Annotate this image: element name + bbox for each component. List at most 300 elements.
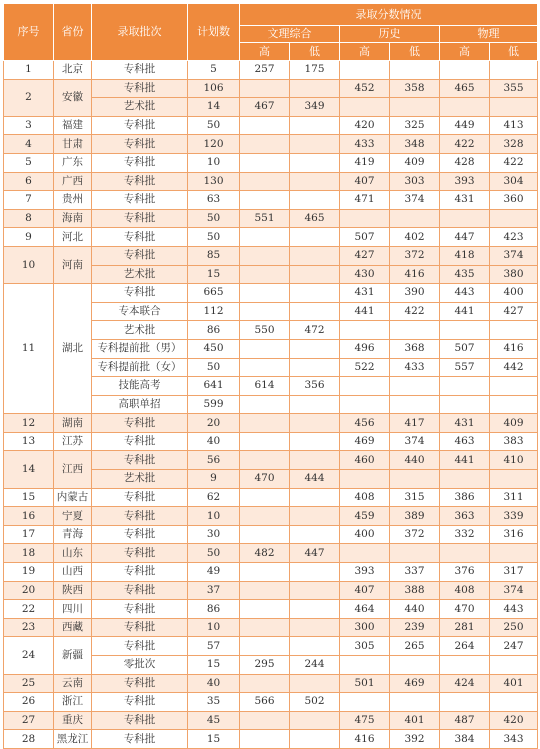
seq-cell: 23 [4, 618, 54, 637]
physics-low-cell: 355 [490, 79, 538, 98]
seq-cell: 14 [4, 451, 54, 488]
history-low-cell: 348 [390, 135, 440, 154]
physics-low-cell: 343 [490, 730, 538, 749]
physics-low-cell: 400 [490, 284, 538, 303]
history-low-cell: 390 [390, 284, 440, 303]
history-low-cell [390, 544, 440, 563]
plan-cell: 85 [188, 246, 240, 265]
header-batch: 录取批次 [92, 4, 188, 61]
physics-high-cell [440, 693, 490, 712]
physics-low-cell: 374 [490, 581, 538, 600]
history-low-cell: 422 [390, 302, 440, 321]
province-cell: 广西 [54, 172, 92, 191]
wenli-low-cell [290, 191, 340, 210]
seq-cell: 8 [4, 209, 54, 228]
batch-cell: 专科批 [92, 451, 188, 470]
batch-cell: 技能高考 [92, 377, 188, 396]
wenli-low-cell [290, 451, 340, 470]
history-low-cell: 325 [390, 116, 440, 135]
batch-cell: 艺术批 [92, 265, 188, 284]
wenli-low-cell [290, 135, 340, 154]
seq-cell: 28 [4, 730, 54, 749]
batch-cell: 专科批 [92, 284, 188, 303]
plan-cell: 37 [188, 581, 240, 600]
physics-high-cell [440, 395, 490, 414]
table-row [4, 563, 538, 582]
wenli-low-cell: 444 [290, 470, 340, 489]
plan-cell: 20 [188, 414, 240, 433]
history-high-cell [340, 395, 390, 414]
header-history-low: 低 [390, 43, 440, 61]
physics-high-cell: 332 [440, 525, 490, 544]
wenli-high-cell [240, 284, 290, 303]
header-score-group: 录取分数情况 [240, 4, 538, 26]
history-low-cell: 374 [390, 191, 440, 210]
wenli-high-cell [240, 414, 290, 433]
province-cell: 新疆 [54, 637, 92, 674]
physics-low-cell: 401 [490, 674, 538, 693]
table-row [4, 153, 538, 172]
history-high-cell: 300 [340, 618, 390, 637]
wenli-high-cell: 550 [240, 321, 290, 340]
history-high-cell [340, 470, 390, 489]
table-row [4, 730, 538, 749]
batch-cell: 专科批 [92, 525, 188, 544]
wenli-low-cell [290, 172, 340, 191]
physics-high-cell [440, 544, 490, 563]
table-row [4, 432, 538, 451]
table-row [4, 711, 538, 730]
history-high-cell [340, 544, 390, 563]
physics-low-cell [490, 395, 538, 414]
physics-low-cell: 413 [490, 116, 538, 135]
physics-high-cell: 431 [440, 414, 490, 433]
wenli-high-cell: 482 [240, 544, 290, 563]
wenli-high-cell [240, 339, 290, 358]
table-row [4, 135, 538, 154]
physics-low-cell: 250 [490, 618, 538, 637]
seq-cell: 5 [4, 153, 54, 172]
history-low-cell [390, 61, 440, 80]
history-high-cell: 305 [340, 637, 390, 656]
history-low-cell: 409 [390, 153, 440, 172]
physics-high-cell: 384 [440, 730, 490, 749]
header-physics: 物理 [440, 26, 538, 43]
province-cell: 西藏 [54, 618, 92, 637]
history-low-cell [390, 209, 440, 228]
physics-high-cell [440, 61, 490, 80]
physics-high-cell: 386 [440, 488, 490, 507]
table-row [4, 693, 538, 712]
batch-cell: 专科批 [92, 209, 188, 228]
province-cell: 海南 [54, 209, 92, 228]
table-row [4, 637, 538, 656]
physics-low-cell: 416 [490, 339, 538, 358]
wenli-low-cell: 349 [290, 98, 340, 117]
physics-low-cell: 339 [490, 507, 538, 526]
province-cell: 安徽 [54, 79, 92, 116]
wenli-high-cell [240, 711, 290, 730]
plan-cell: 10 [188, 507, 240, 526]
history-low-cell: 402 [390, 228, 440, 247]
plan-cell: 50 [188, 544, 240, 563]
plan-cell: 50 [188, 209, 240, 228]
history-high-cell: 407 [340, 172, 390, 191]
physics-low-cell [490, 470, 538, 489]
province-cell: 福建 [54, 116, 92, 135]
wenli-low-cell [290, 507, 340, 526]
physics-high-cell: 418 [440, 246, 490, 265]
history-high-cell: 408 [340, 488, 390, 507]
wenli-high-cell: 614 [240, 377, 290, 396]
history-low-cell: 392 [390, 730, 440, 749]
history-low-cell: 433 [390, 358, 440, 377]
physics-low-cell: 383 [490, 432, 538, 451]
physics-low-cell [490, 693, 538, 712]
batch-cell: 专科批 [92, 730, 188, 749]
plan-cell: 50 [188, 228, 240, 247]
province-cell: 北京 [54, 61, 92, 80]
batch-cell: 专科批 [92, 581, 188, 600]
history-high-cell: 456 [340, 414, 390, 433]
physics-high-cell [440, 98, 490, 117]
physics-low-cell: 304 [490, 172, 538, 191]
wenli-low-cell: 465 [290, 209, 340, 228]
table-row [4, 79, 538, 98]
batch-cell: 专科批 [92, 618, 188, 637]
history-high-cell [340, 693, 390, 712]
physics-high-cell: 264 [440, 637, 490, 656]
province-cell: 甘肃 [54, 135, 92, 154]
seq-cell: 19 [4, 563, 54, 582]
seq-cell: 27 [4, 711, 54, 730]
physics-low-cell: 328 [490, 135, 538, 154]
wenli-low-cell [290, 265, 340, 284]
physics-low-cell: 409 [490, 414, 538, 433]
table-row [4, 246, 538, 265]
plan-cell: 30 [188, 525, 240, 544]
plan-cell: 45 [188, 711, 240, 730]
batch-cell: 专科提前批（男） [92, 339, 188, 358]
plan-cell: 56 [188, 451, 240, 470]
batch-cell: 专科批 [92, 432, 188, 451]
physics-high-cell: 557 [440, 358, 490, 377]
history-high-cell: 522 [340, 358, 390, 377]
seq-cell: 22 [4, 600, 54, 619]
seq-cell: 6 [4, 172, 54, 191]
wenli-low-cell [290, 674, 340, 693]
province-cell: 河北 [54, 228, 92, 247]
plan-cell: 10 [188, 618, 240, 637]
physics-high-cell: 424 [440, 674, 490, 693]
physics-low-cell: 360 [490, 191, 538, 210]
header-physics-high: 高 [440, 43, 490, 61]
history-high-cell [340, 321, 390, 340]
table-row [4, 488, 538, 507]
wenli-high-cell [240, 507, 290, 526]
batch-cell: 专科批 [92, 191, 188, 210]
history-high-cell: 419 [340, 153, 390, 172]
wenli-low-cell [290, 79, 340, 98]
history-high-cell: 459 [340, 507, 390, 526]
table-row [4, 209, 538, 228]
physics-high-cell: 507 [440, 339, 490, 358]
wenli-low-cell [290, 414, 340, 433]
batch-cell: 艺术批 [92, 470, 188, 489]
physics-high-cell: 408 [440, 581, 490, 600]
history-low-cell: 368 [390, 339, 440, 358]
table-row [4, 674, 538, 693]
history-high-cell: 460 [340, 451, 390, 470]
province-cell: 陕西 [54, 581, 92, 600]
batch-cell: 专科批 [92, 693, 188, 712]
history-high-cell: 507 [340, 228, 390, 247]
seq-cell: 13 [4, 432, 54, 451]
history-low-cell [390, 470, 440, 489]
history-low-cell: 265 [390, 637, 440, 656]
wenli-high-cell [240, 451, 290, 470]
batch-cell: 艺术批 [92, 98, 188, 117]
plan-cell: 10 [188, 153, 240, 172]
table-row [4, 116, 538, 135]
physics-high-cell: 449 [440, 116, 490, 135]
table-row [4, 544, 538, 563]
history-high-cell [340, 656, 390, 675]
plan-cell: 5 [188, 61, 240, 80]
history-high-cell: 407 [340, 581, 390, 600]
plan-cell: 63 [188, 191, 240, 210]
physics-high-cell: 441 [440, 302, 490, 321]
plan-cell: 15 [188, 730, 240, 749]
seq-cell: 17 [4, 525, 54, 544]
table-body [4, 61, 538, 749]
physics-low-cell: 380 [490, 265, 538, 284]
physics-low-cell: 423 [490, 228, 538, 247]
wenli-low-cell: 356 [290, 377, 340, 396]
batch-cell: 专科批 [92, 116, 188, 135]
history-high-cell: 441 [340, 302, 390, 321]
province-cell: 云南 [54, 674, 92, 693]
history-high-cell [340, 98, 390, 117]
batch-cell: 专科批 [92, 61, 188, 80]
batch-cell: 专科批 [92, 79, 188, 98]
physics-low-cell [490, 209, 538, 228]
history-high-cell: 430 [340, 265, 390, 284]
wenli-high-cell [240, 581, 290, 600]
table-row [4, 581, 538, 600]
province-cell: 湖南 [54, 414, 92, 433]
batch-cell: 艺术批 [92, 321, 188, 340]
wenli-high-cell [240, 265, 290, 284]
wenli-low-cell [290, 711, 340, 730]
wenli-low-cell [290, 116, 340, 135]
history-low-cell: 303 [390, 172, 440, 191]
wenli-low-cell [290, 488, 340, 507]
history-high-cell: 431 [340, 284, 390, 303]
plan-cell: 15 [188, 656, 240, 675]
physics-low-cell [490, 544, 538, 563]
seq-cell: 3 [4, 116, 54, 135]
plan-cell: 130 [188, 172, 240, 191]
wenli-high-cell [240, 525, 290, 544]
history-low-cell: 401 [390, 711, 440, 730]
header-wenli-low: 低 [290, 43, 340, 61]
history-low-cell: 388 [390, 581, 440, 600]
table-row [4, 61, 538, 80]
physics-low-cell: 443 [490, 600, 538, 619]
seq-cell: 25 [4, 674, 54, 693]
batch-cell: 专科批 [92, 563, 188, 582]
province-cell: 河南 [54, 246, 92, 283]
physics-high-cell: 393 [440, 172, 490, 191]
province-cell: 宁夏 [54, 507, 92, 526]
physics-low-cell: 410 [490, 451, 538, 470]
physics-high-cell: 435 [440, 265, 490, 284]
province-cell: 江西 [54, 451, 92, 488]
plan-cell: 50 [188, 116, 240, 135]
province-cell: 湖北 [54, 284, 92, 414]
seq-cell: 15 [4, 488, 54, 507]
wenli-high-cell [240, 191, 290, 210]
physics-high-cell: 428 [440, 153, 490, 172]
physics-high-cell: 441 [440, 451, 490, 470]
wenli-low-cell [290, 302, 340, 321]
physics-high-cell: 431 [440, 191, 490, 210]
plan-cell: 86 [188, 600, 240, 619]
wenli-high-cell [240, 674, 290, 693]
wenli-high-cell: 470 [240, 470, 290, 489]
batch-cell: 专科提前批（女） [92, 358, 188, 377]
physics-high-cell: 465 [440, 79, 490, 98]
wenli-high-cell [240, 563, 290, 582]
wenli-low-cell [290, 730, 340, 749]
physics-high-cell: 422 [440, 135, 490, 154]
wenli-high-cell: 467 [240, 98, 290, 117]
wenli-high-cell [240, 600, 290, 619]
province-cell: 浙江 [54, 693, 92, 712]
seq-cell: 9 [4, 228, 54, 247]
province-cell: 内蒙古 [54, 488, 92, 507]
history-high-cell: 416 [340, 730, 390, 749]
physics-low-cell [490, 321, 538, 340]
history-low-cell: 337 [390, 563, 440, 582]
wenli-high-cell [240, 153, 290, 172]
seq-cell: 1 [4, 61, 54, 80]
history-low-cell [390, 693, 440, 712]
physics-high-cell: 443 [440, 284, 490, 303]
history-low-cell: 374 [390, 432, 440, 451]
header-seq: 序号 [4, 4, 54, 61]
wenli-low-cell [290, 637, 340, 656]
history-low-cell: 440 [390, 451, 440, 470]
history-low-cell: 417 [390, 414, 440, 433]
table-row [4, 451, 538, 470]
province-cell: 贵州 [54, 191, 92, 210]
wenli-low-cell [290, 246, 340, 265]
header-plan: 计划数 [188, 4, 240, 61]
header-province: 省份 [54, 4, 92, 61]
plan-cell: 106 [188, 79, 240, 98]
header-wenli-high: 高 [240, 43, 290, 61]
wenli-low-cell: 244 [290, 656, 340, 675]
wenli-low-cell [290, 228, 340, 247]
batch-cell: 专科批 [92, 544, 188, 563]
plan-cell: 641 [188, 377, 240, 396]
history-high-cell: 393 [340, 563, 390, 582]
physics-high-cell: 463 [440, 432, 490, 451]
physics-low-cell: 420 [490, 711, 538, 730]
plan-cell: 57 [188, 637, 240, 656]
wenli-low-cell: 447 [290, 544, 340, 563]
table-row [4, 525, 538, 544]
wenli-low-cell [290, 432, 340, 451]
wenli-high-cell [240, 488, 290, 507]
wenli-high-cell [240, 395, 290, 414]
physics-high-cell: 363 [440, 507, 490, 526]
history-high-cell: 452 [340, 79, 390, 98]
physics-low-cell [490, 656, 538, 675]
seq-cell: 11 [4, 284, 54, 414]
physics-high-cell: 470 [440, 600, 490, 619]
wenli-high-cell [240, 730, 290, 749]
history-low-cell: 372 [390, 246, 440, 265]
wenli-high-cell [240, 135, 290, 154]
wenli-high-cell [240, 358, 290, 377]
wenli-low-cell: 472 [290, 321, 340, 340]
seq-cell: 7 [4, 191, 54, 210]
batch-cell: 专科批 [92, 228, 188, 247]
plan-cell: 35 [188, 693, 240, 712]
physics-low-cell: 427 [490, 302, 538, 321]
plan-cell: 9 [188, 470, 240, 489]
plan-cell: 14 [188, 98, 240, 117]
seq-cell: 18 [4, 544, 54, 563]
plan-cell: 599 [188, 395, 240, 414]
wenli-low-cell [290, 339, 340, 358]
history-low-cell [390, 656, 440, 675]
history-low-cell: 469 [390, 674, 440, 693]
province-cell: 山西 [54, 563, 92, 582]
header-wenli: 文理综合 [240, 26, 340, 43]
history-low-cell: 416 [390, 265, 440, 284]
history-high-cell [340, 209, 390, 228]
history-high-cell: 464 [340, 600, 390, 619]
seq-cell: 4 [4, 135, 54, 154]
header-history: 历史 [340, 26, 440, 43]
table-row [4, 228, 538, 247]
batch-cell: 专科批 [92, 637, 188, 656]
plan-cell: 120 [188, 135, 240, 154]
table-row [4, 600, 538, 619]
wenli-high-cell [240, 302, 290, 321]
batch-cell: 专科批 [92, 674, 188, 693]
wenli-high-cell [240, 618, 290, 637]
history-low-cell [390, 395, 440, 414]
history-high-cell: 469 [340, 432, 390, 451]
physics-high-cell [440, 321, 490, 340]
wenli-high-cell: 566 [240, 693, 290, 712]
physics-low-cell: 316 [490, 525, 538, 544]
seq-cell: 16 [4, 507, 54, 526]
plan-cell: 50 [188, 358, 240, 377]
batch-cell: 专科批 [92, 507, 188, 526]
history-high-cell [340, 61, 390, 80]
seq-cell: 10 [4, 246, 54, 283]
wenli-low-cell [290, 395, 340, 414]
history-low-cell [390, 98, 440, 117]
wenli-low-cell [290, 525, 340, 544]
table-row [4, 618, 538, 637]
